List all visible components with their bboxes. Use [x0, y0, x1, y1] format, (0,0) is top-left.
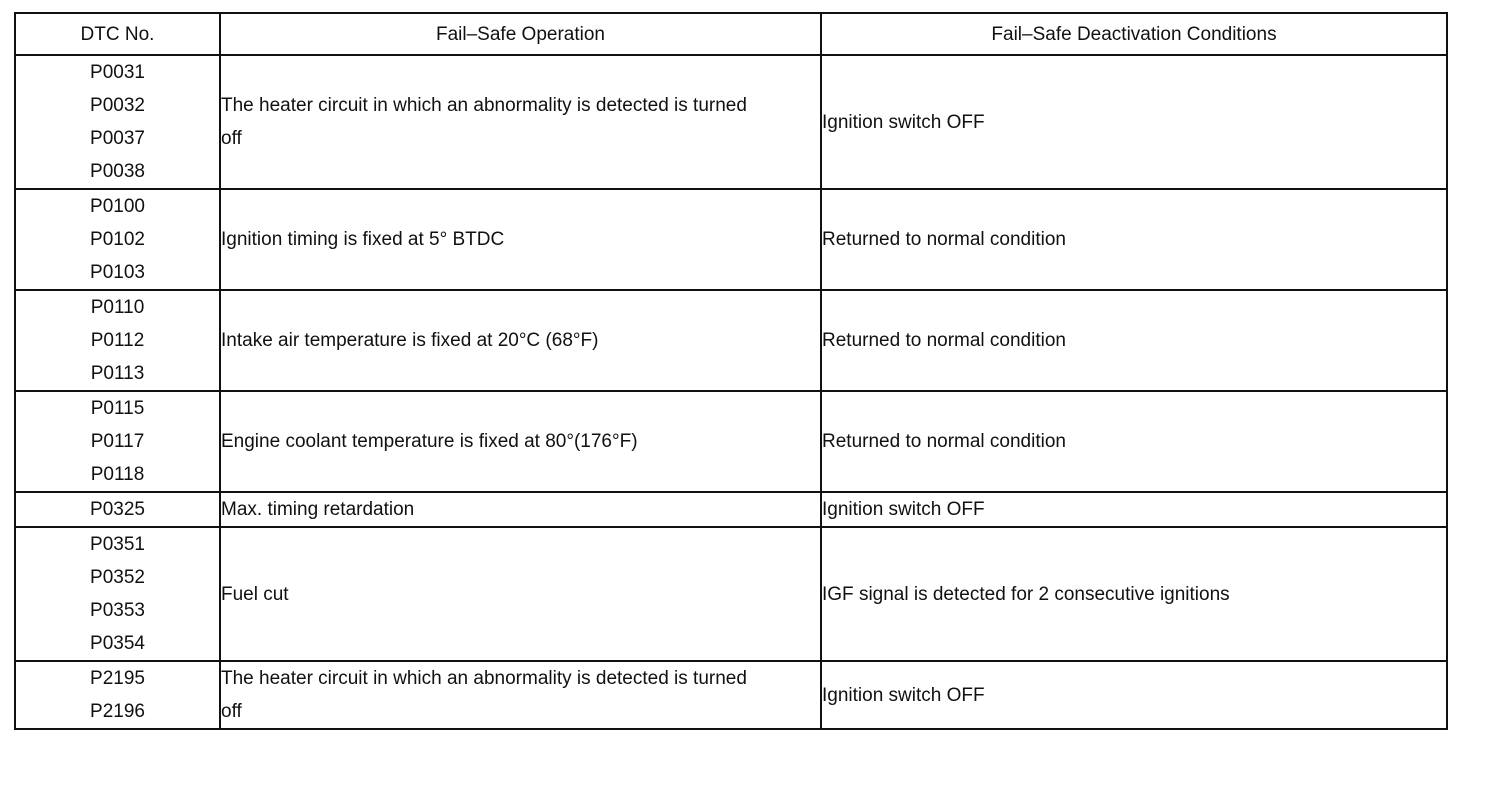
dtc-code: P0117	[90, 431, 145, 452]
header-fail-safe-operation: Fail–Safe Operation	[220, 13, 821, 55]
dtc-cell	[15, 527, 220, 661]
dtc-cell	[15, 290, 220, 391]
dtc-code: P0032	[90, 95, 145, 116]
operation-cell: Fuel cut	[220, 527, 821, 661]
deactivation-cell: Ignition switch OFF	[821, 492, 1447, 527]
operation-cell	[220, 661, 821, 729]
dtc-code: P0112	[90, 330, 145, 351]
operation-cell	[220, 55, 821, 189]
dtc-code: P0031	[90, 62, 145, 83]
dtc-code: P0038	[90, 161, 145, 182]
operation-cell: Max. timing retardation	[220, 492, 821, 527]
dtc-code: P0110	[90, 297, 145, 318]
table-header	[15, 13, 1447, 55]
dtc-cell	[15, 55, 220, 189]
deactivation-cell: Ignition switch OFF	[821, 55, 1447, 189]
dtc-cell	[15, 391, 220, 492]
table-row	[15, 391, 1447, 492]
deactivation-cell: Returned to normal condition	[821, 391, 1447, 492]
operation-cell: Ignition timing is fixed at 5° BTDC	[220, 189, 821, 290]
dtc-code: P0352	[90, 567, 145, 588]
operation-text: The heater circuit in which an abnormality is detected is turned off	[221, 95, 747, 149]
table-row	[15, 55, 1447, 189]
table-row	[15, 527, 1447, 661]
dtc-code: P0103	[90, 262, 145, 283]
header-row	[15, 13, 1447, 55]
operation-cell: Intake air temperature is fixed at 20°C (68°F)	[220, 290, 821, 391]
deactivation-cell: Ignition switch OFF	[821, 661, 1447, 729]
table-row	[15, 290, 1447, 391]
dtc-code: P0115	[90, 398, 145, 419]
dtc-code: P0113	[90, 363, 145, 384]
dtc-cell	[15, 492, 220, 527]
dtc-code: P2196	[90, 701, 145, 722]
table-row	[15, 492, 1447, 527]
header-fail-safe-deactivation-conditions: Fail–Safe Deactivation Conditions	[821, 13, 1447, 55]
dtc-code: P0100	[90, 196, 145, 217]
dtc-cell	[15, 661, 220, 729]
header-dtc-no: DTC No.	[15, 13, 220, 55]
dtc-cell	[15, 189, 220, 290]
operation-text: The heater circuit in which an abnormality is detected is turned off	[221, 668, 747, 722]
dtc-code: P0325	[90, 499, 145, 520]
deactivation-cell: Returned to normal condition	[821, 290, 1447, 391]
deactivation-cell: IGF signal is detected for 2 consecutive ignitions	[821, 527, 1447, 661]
dtc-code: P0351	[90, 534, 145, 555]
table-row	[15, 661, 1447, 729]
deactivation-cell: Returned to normal condition	[821, 189, 1447, 290]
table-body	[15, 55, 1447, 729]
table-row	[15, 189, 1447, 290]
dtc-code: P0102	[90, 229, 145, 250]
fail-safe-table	[14, 12, 1448, 730]
dtc-code: P0354	[90, 633, 145, 654]
dtc-code: P0037	[90, 128, 145, 149]
dtc-code: P2195	[90, 668, 145, 689]
dtc-code: P0118	[90, 464, 145, 485]
operation-cell: Engine coolant temperature is fixed at 80°(176°F)	[220, 391, 821, 492]
dtc-code: P0353	[90, 600, 145, 621]
